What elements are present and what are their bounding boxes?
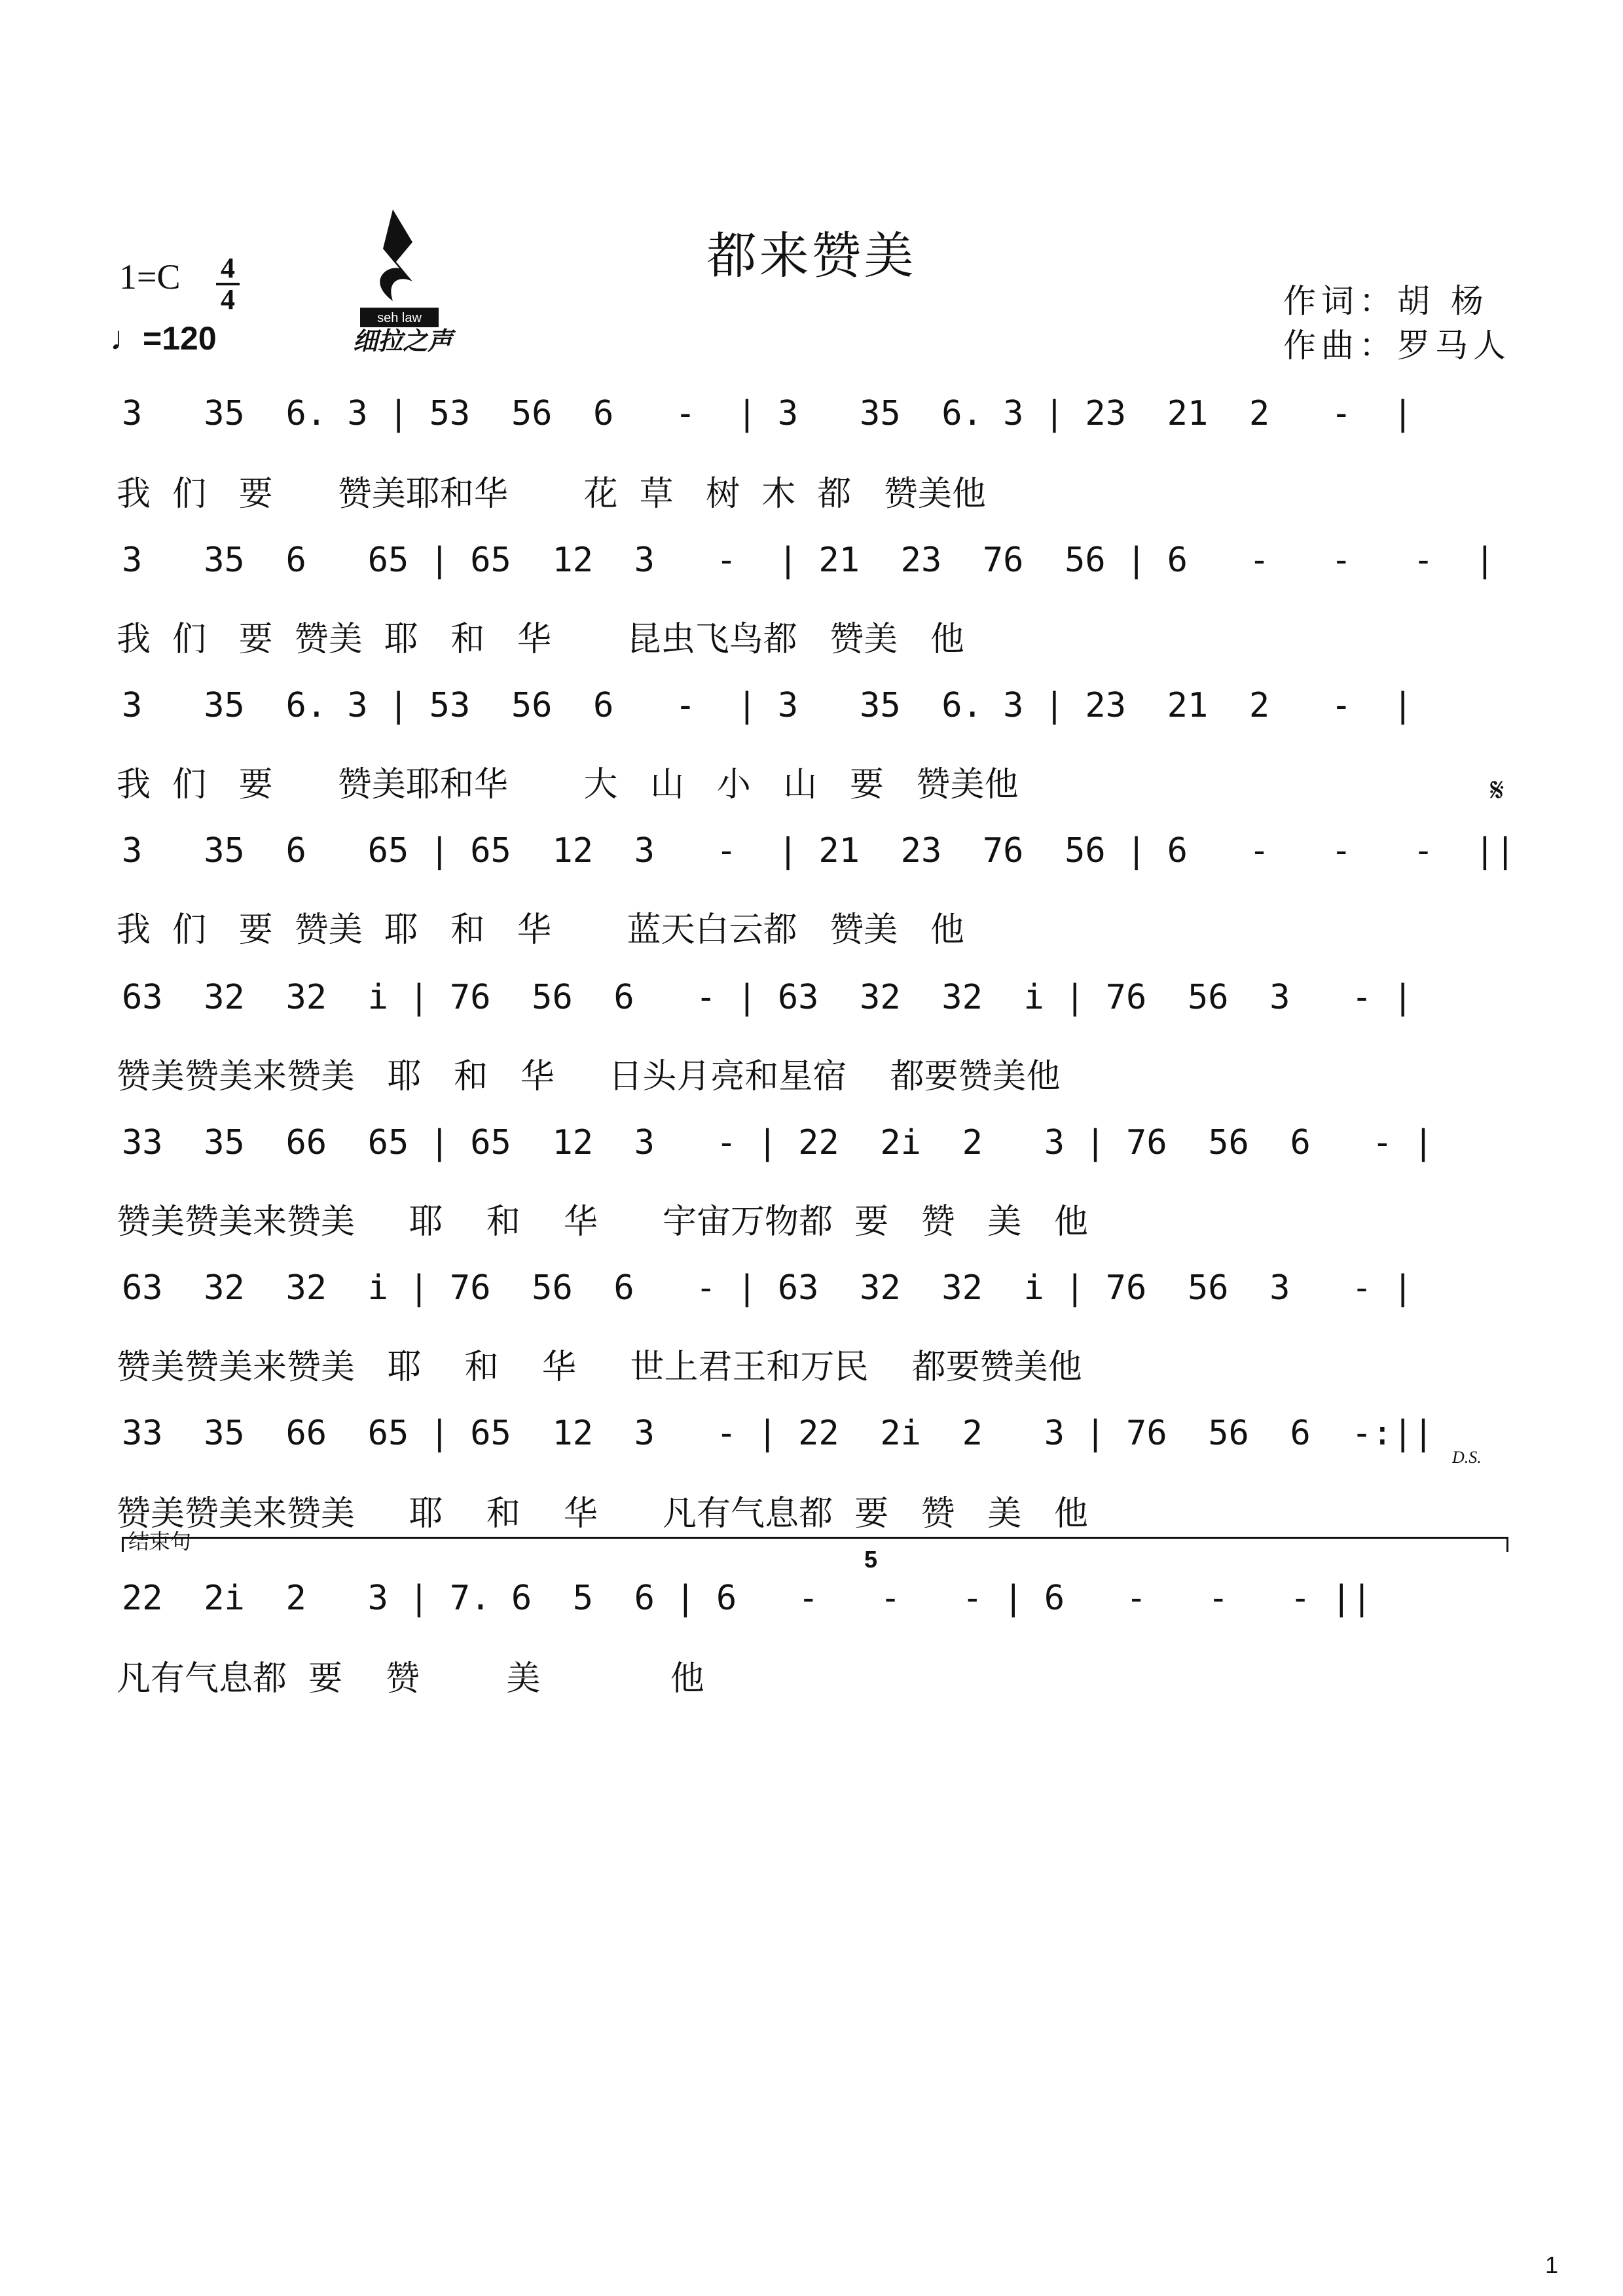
time-signature	[216, 252, 240, 315]
notation-row-1: 3 35 6. 3 | 53 56 6 - | 3 35 6. 3 | 23 21 2 - |	[122, 394, 1413, 433]
lyrics-row-1: 我 们 要 赞美耶和华 花 草 树 木 都 赞美他	[117, 475, 986, 514]
lyrics-row-8: 赞美赞美来赞美 耶 和 华 凡有气息都 要 赞 美 他	[117, 1494, 1088, 1534]
lyricist-credit: 作词：胡 杨	[1283, 282, 1489, 320]
ending-bracket	[122, 1537, 1508, 1552]
notation-row-2: 3 35 6 65 | 65 12 3 - | 21 23 76 56 | 6 - - - |	[122, 541, 1495, 580]
tempo-mark: ♩=120	[110, 320, 217, 357]
lyrics-row-4: 我 们 要 赞美 耶 和 华 蓝天白云都 赞美 他	[117, 910, 964, 950]
notation-row-7: 63 32 32 i | 76 56 6 - | 63 32 32 i | 76 56 3 - |	[122, 1268, 1413, 1308]
lyrics-row-6: 赞美赞美来赞美 耶 和 华 宇宙万物都 要 赞 美 他	[117, 1202, 1088, 1242]
page-number: 1	[1545, 2251, 1559, 2278]
fermata-number: 5	[864, 1546, 878, 1573]
segno-icon: 𝄋	[1490, 771, 1504, 809]
lyrics-row-3: 我 们 要 赞美耶和华 大 山 小 山 要 赞美他	[117, 765, 1019, 804]
logo-banner: seh law	[377, 311, 422, 325]
quarter-note-icon: ♩	[110, 320, 143, 357]
notation-row-8: 33 35 66 65 | 65 12 3 - | 22 2i 2 3 | 76 56 6 -:||	[122, 1414, 1434, 1453]
meter-top: 4	[221, 252, 235, 284]
notation-row-5: 63 32 32 i | 76 56 6 - | 63 32 32 i | 76 56 3 - |	[122, 978, 1413, 1017]
lyrics-row-2: 我 们 要 赞美 耶 和 华 昆虫飞鸟都 赞美 他	[117, 620, 964, 659]
lyrics-row-5: 赞美赞美来赞美 耶 和 华 日头月亮和星宿 都要赞美他	[117, 1057, 1061, 1096]
notation-row-4: 3 35 6 65 | 65 12 3 - | 21 23 76 56 | 6 - - - ||	[122, 831, 1516, 870]
lyrics-row-9: 凡有气息都 要 赞 美 他	[117, 1659, 704, 1698]
notation-row-9: 22 2i 2 3 | 7. 6 5 6 | 6 - - - | 6 - - - ||	[122, 1579, 1372, 1618]
notation-row-3: 3 35 6. 3 | 53 56 6 - | 3 35 6. 3 | 23 21 2 - |	[122, 686, 1413, 725]
lyrics-row-7: 赞美赞美来赞美 耶 和 华 世上君王和万民 都要赞美他	[117, 1348, 1082, 1387]
key-signature: 1=C	[119, 257, 181, 296]
notation-row-6: 33 35 66 65 | 65 12 3 - | 22 2i 2 3 | 76 56 6 - |	[122, 1123, 1434, 1162]
composer-credit: 作曲：罗马人	[1283, 327, 1511, 365]
page-title: 都来赞美	[706, 226, 917, 285]
logo-label: 细拉之声	[352, 326, 452, 355]
ds-mark: D.S.	[1452, 1448, 1482, 1467]
ending-label: 结束句	[128, 1529, 192, 1554]
meter-bottom: 4	[221, 283, 235, 315]
